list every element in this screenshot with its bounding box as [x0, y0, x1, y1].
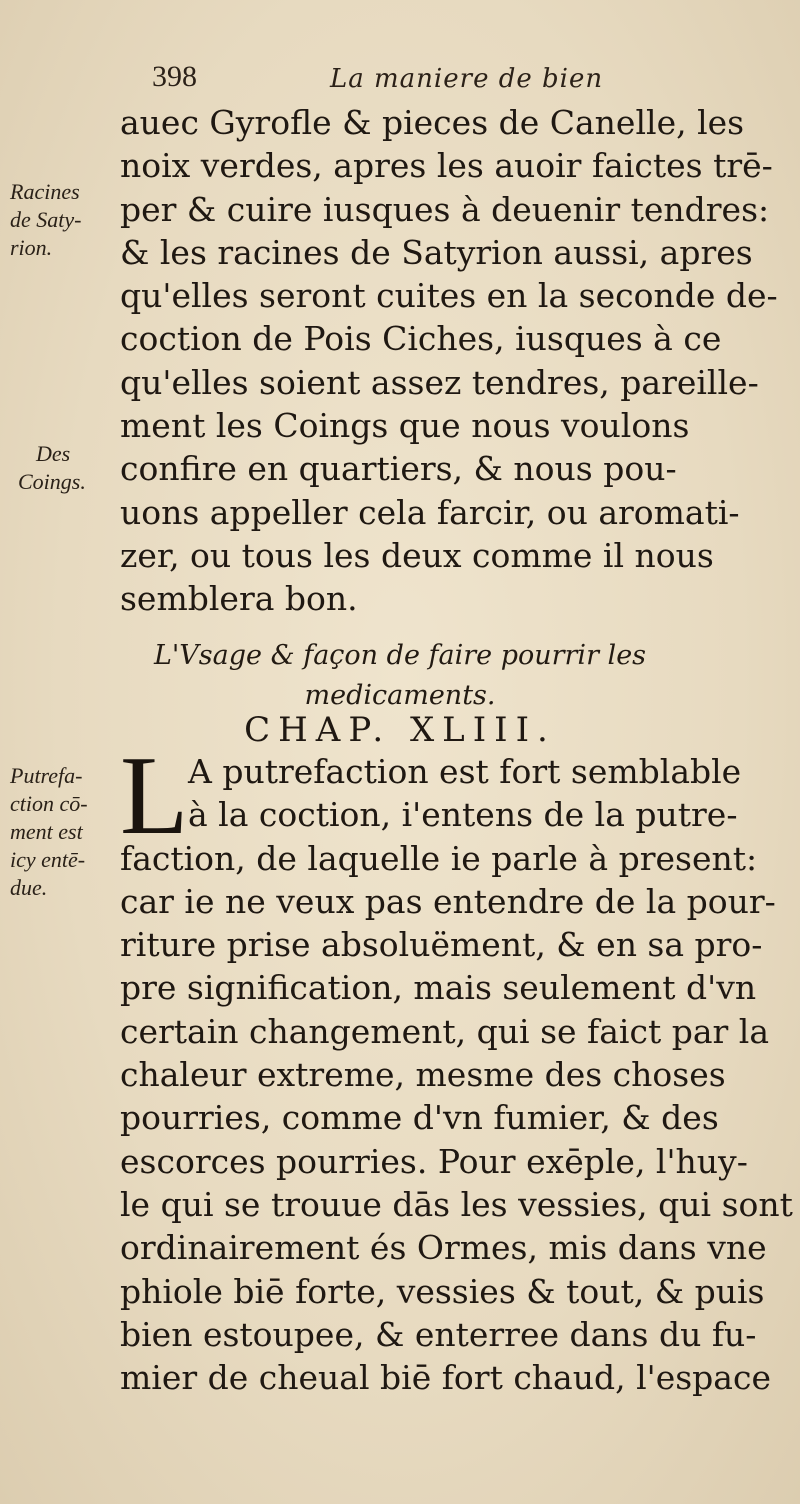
- section-heading-line-1: L'Vsage & façon de faire pourrir les: [153, 640, 647, 671]
- text-line: per & cuire iusques à deuenir tendres:: [120, 189, 770, 229]
- text-line: & les racines de Satyrion aussi, apres: [120, 232, 753, 272]
- text-line: certain changement, qui se faict par la: [120, 1011, 769, 1051]
- text-line: A putrefaction est fort semblable: [188, 752, 742, 791]
- text-line: ordinairement és Ormes, mis dans vne: [120, 1228, 767, 1268]
- margin-note-racines: [10, 178, 81, 262]
- margin-note-coings: [18, 440, 86, 496]
- margin-line: Coings.: [18, 469, 86, 494]
- page-header: [0, 60, 800, 100]
- margin-line: due.: [10, 875, 48, 900]
- margin-line: Des: [36, 441, 71, 466]
- text-line: uons appeller cela farcir, ou aromati-: [120, 492, 740, 532]
- text-line: car ie ne veux pas entendre de la pour-: [120, 881, 776, 921]
- text-line: confire en quartiers, & nous pou-: [120, 449, 677, 489]
- text-block-1: [120, 101, 800, 621]
- margin-note-putrefaction: [10, 762, 88, 902]
- margin-line: ction cō-: [10, 791, 88, 816]
- text-line: bien estoupee, & enterree dans du fu-: [120, 1314, 757, 1354]
- section-heading-line-2: medicaments.: [304, 680, 496, 711]
- text-line: qu'elles soient assez tendres, pareille-: [120, 362, 759, 402]
- text-line: semblera bon.: [120, 579, 358, 619]
- text-line: à la coction, i'entens de la putre-: [188, 795, 738, 835]
- text-line: auec Gyrofle & pieces de Canelle, les: [120, 103, 745, 142]
- text-line: qu'elles seront cuites en la seconde de-: [120, 276, 778, 316]
- text-line: pre signification, mais seulement d'vn: [120, 968, 757, 1008]
- text-line: faction, de laquelle ie parle à present:: [120, 838, 758, 878]
- text-line: le qui se trouue dās les vessies, qui sont: [120, 1184, 793, 1224]
- text-line: noix verdes, apres les auoir faictes trē-: [120, 146, 773, 186]
- margin-line: de Saty-: [10, 207, 82, 232]
- text-line: phiole biē forte, vessies & tout, & puis: [120, 1271, 765, 1311]
- text-line: chaleur extreme, mesme des choses: [120, 1055, 726, 1095]
- margin-line: icy entē-: [10, 847, 86, 872]
- text-line: zer, ou tous les deux comme il nous: [120, 535, 714, 575]
- text-line: ment les Coings que nous voulons: [120, 406, 690, 446]
- margin-line: ment est: [10, 819, 83, 844]
- page-number: 398: [152, 60, 197, 93]
- text-line: escorces pourries. Pour exēple, l'huy-: [120, 1141, 748, 1181]
- text-line: coction de Pois Ciches, iusques à ce: [120, 319, 722, 359]
- drop-cap: L: [120, 734, 189, 858]
- text-line: riture prise absoluëment, & en sa pro-: [120, 925, 763, 965]
- text-line: pourries, comme d'vn fumier, & des: [120, 1098, 719, 1138]
- margin-line: Racines: [10, 179, 80, 204]
- chapter-title: CHAP. XLIII.: [244, 710, 556, 750]
- running-title: La maniere de bien: [330, 64, 604, 94]
- text-block-2: [120, 750, 800, 1399]
- margin-line: Putrefa-: [10, 763, 83, 788]
- text-line: mier de cheual biē fort chaud, l'espace: [120, 1358, 771, 1398]
- margin-line: rion.: [10, 235, 53, 260]
